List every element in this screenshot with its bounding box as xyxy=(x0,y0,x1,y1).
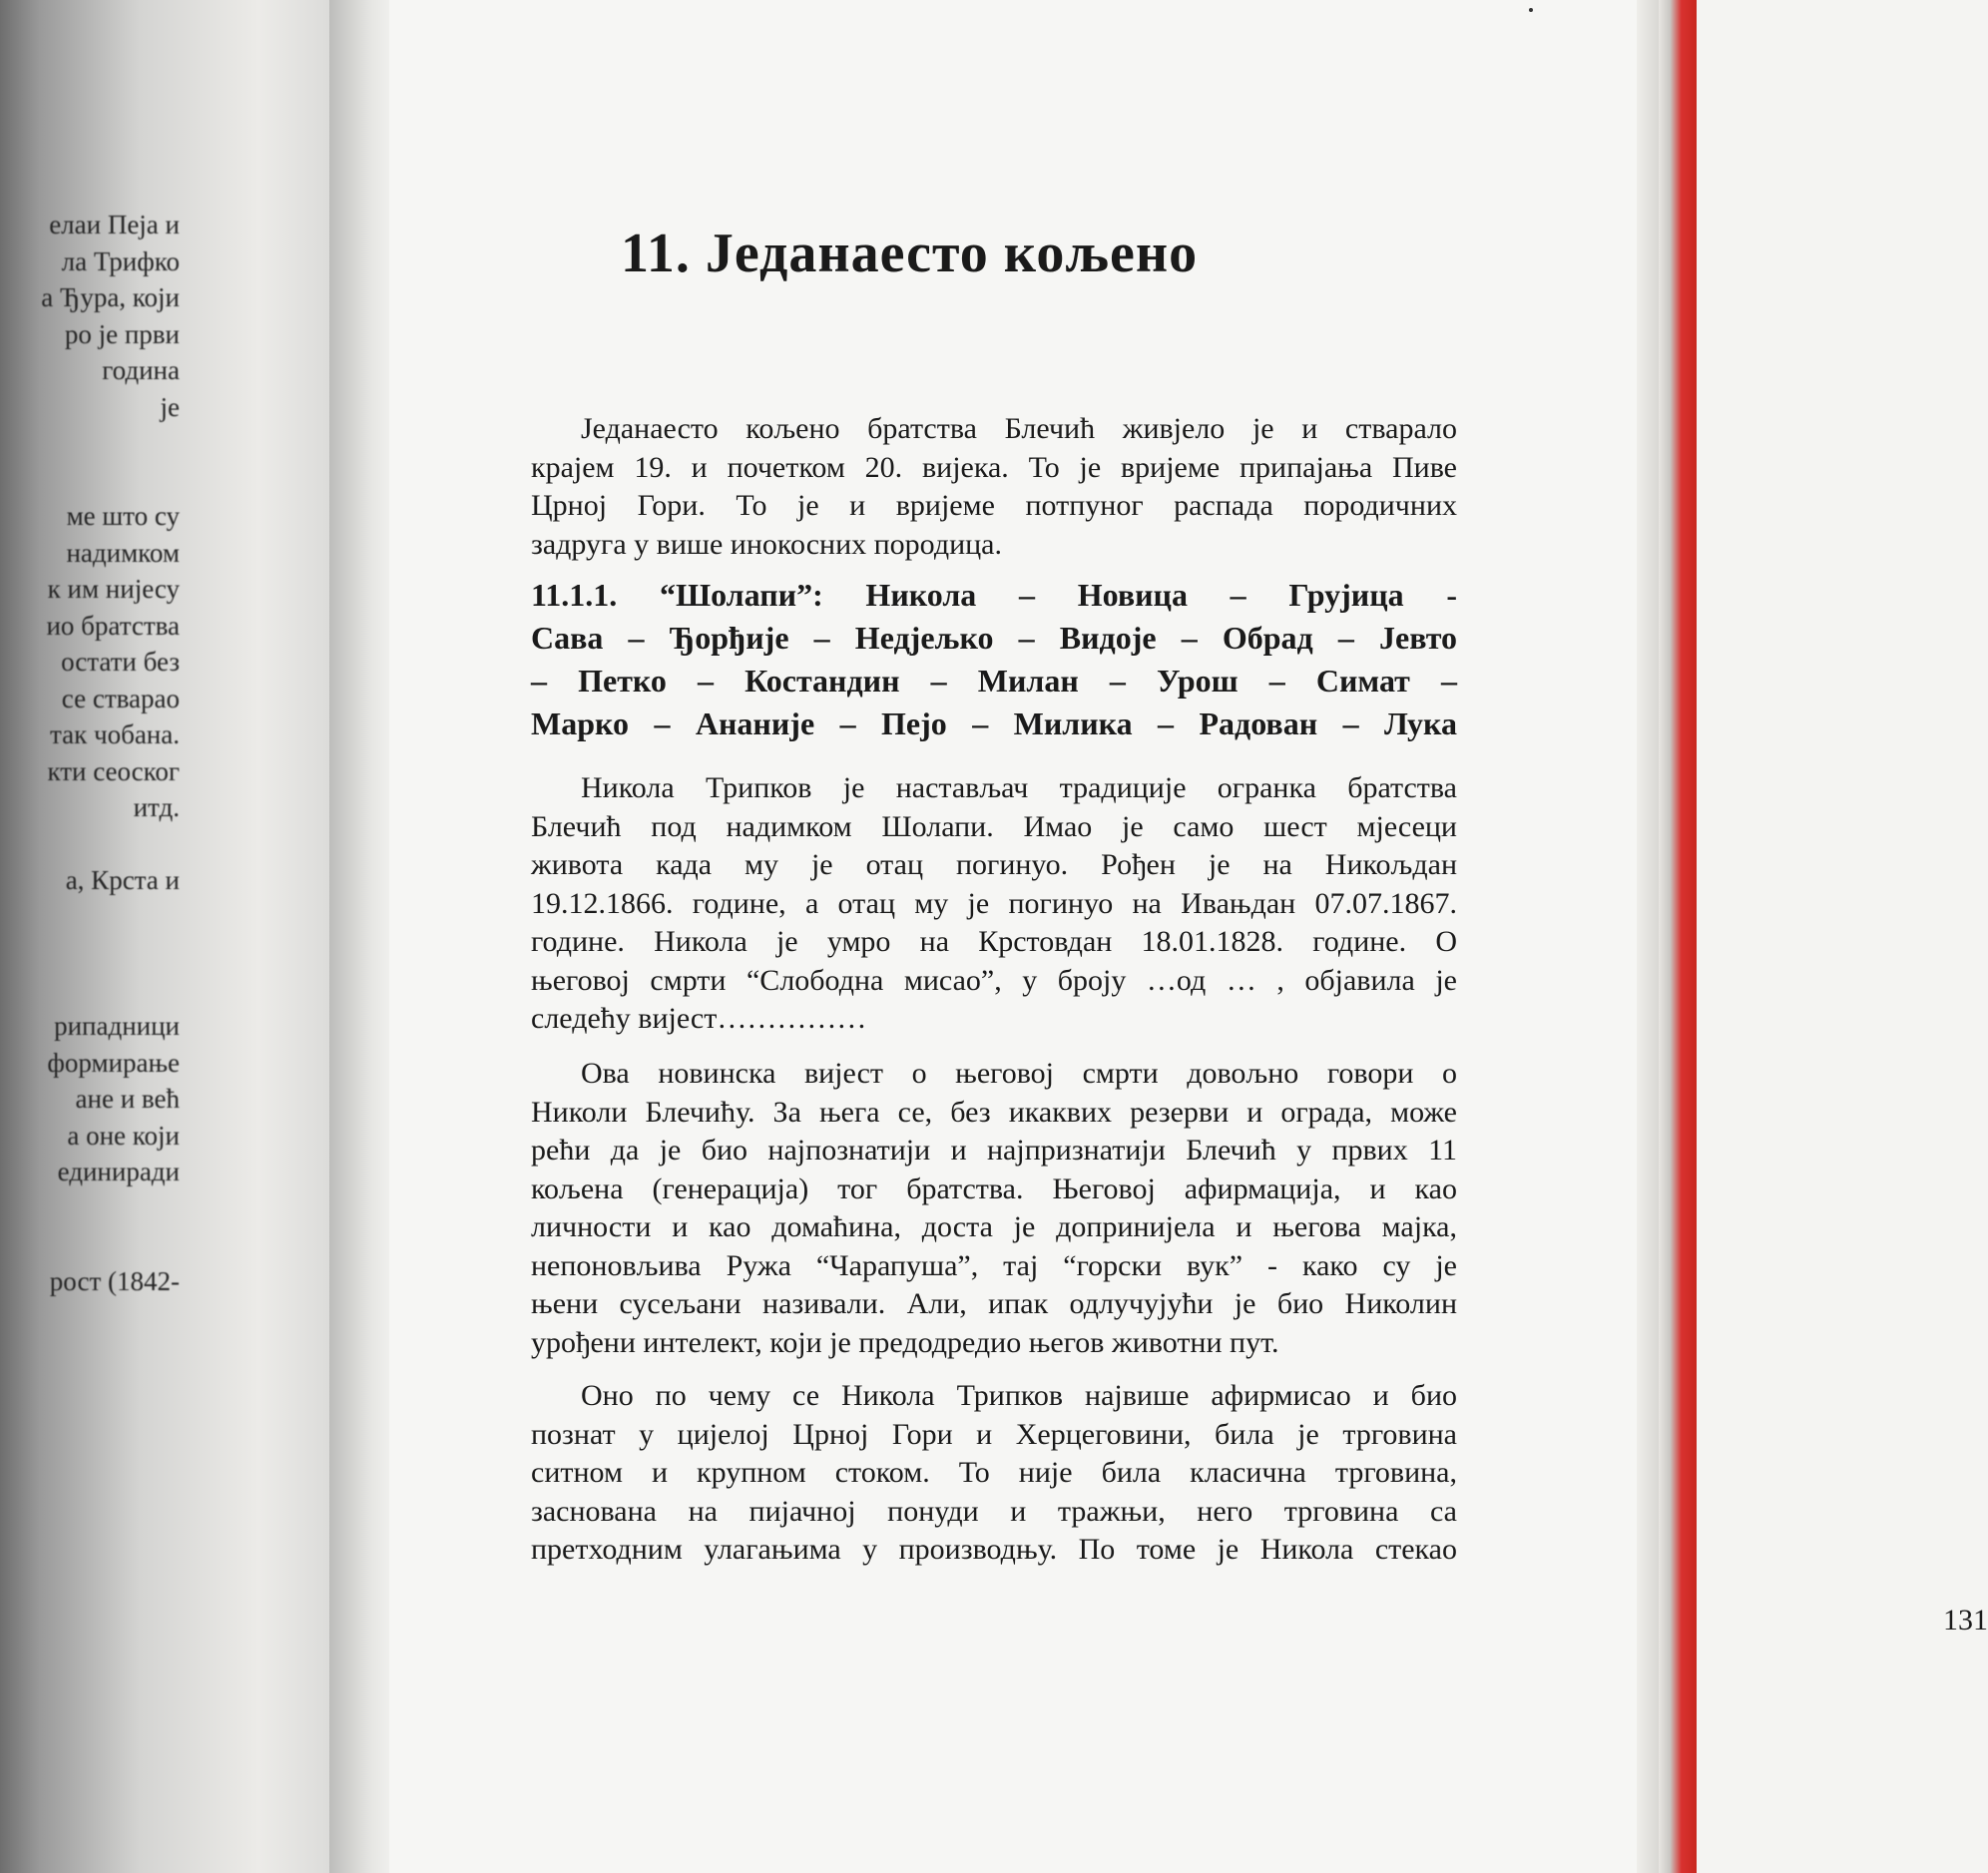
text-line: ситном и крупном стоком. То није била класична трговина, xyxy=(531,1456,1457,1489)
previous-page-line: итд. xyxy=(133,792,180,822)
previous-page-line: ме што су xyxy=(66,501,180,531)
section-heading xyxy=(531,574,1457,745)
previous-page-line: кти сеоског xyxy=(47,755,180,786)
text-line: непоновљива Ружа “Чарапуша”, тај “горски вук” - како су је xyxy=(531,1248,1457,1282)
previous-page-line: се стварао xyxy=(61,683,180,713)
paragraph-news xyxy=(531,1055,1457,1362)
text-line: Оно по чему се Никола Трипков највише афирмисао и био xyxy=(581,1379,1457,1412)
previous-page-line: ио братства xyxy=(46,610,180,641)
previous-page-line: рипадници xyxy=(54,1011,180,1041)
text-line: Сава – Ђорђије – Недјељко – Видоје – Обрад – Јевто xyxy=(531,620,1457,656)
text-line: Једанаесто кољено братства Блечић живјело је и стварало xyxy=(581,412,1457,445)
page-edge xyxy=(1637,0,1659,1873)
previous-page-line: так чобана. xyxy=(50,719,180,749)
speck xyxy=(1529,8,1533,12)
previous-page-line: формирање xyxy=(47,1047,180,1078)
paragraph-intro xyxy=(531,410,1457,564)
text-line: заснована на пијачној понуди и тражњи, него трговина са xyxy=(531,1494,1457,1528)
text-line: 19.12.1866. године, а отац му је погинуо на Ивањдан 07.07.1867. xyxy=(531,886,1457,920)
chapter-title: 11. Једанаесто кољено xyxy=(621,223,1199,284)
text-line: урођени интелект, који је предодредио његов животни пут. xyxy=(531,1325,1279,1359)
text-line: 11.1.1. “Шолапи”: Никола – Новица – Грујица - xyxy=(531,577,1457,613)
text-line: Марко – Ананије – Пејо – Милика – Радован – Лука xyxy=(531,705,1457,741)
text-line: Црној Гори. То је и вријеме потпуног распада породичних xyxy=(531,489,1457,522)
book-cover-edge xyxy=(1659,0,1697,1873)
text-line: њени сусељани називали. Али, ипак одлучујући је био Николин xyxy=(531,1287,1457,1320)
text-line: Блечић под надимком Шолапи. Имао је само шест мјесеци xyxy=(531,809,1457,843)
previous-page-line: ро је први xyxy=(64,318,180,349)
text-line: живота када му је отац погинуо. Рођен је на Никољдан xyxy=(531,848,1457,881)
text-line: кољена (генерација) тог братства. Његовој афирмација, и као xyxy=(531,1171,1457,1205)
text-line: крајем 19. и почетком 20. вијека. То је вријеме припајања Пиве xyxy=(531,450,1457,484)
text-line: задруга у више инокосних породица. xyxy=(531,527,1003,561)
previous-page-line: к им нијесу xyxy=(47,574,180,604)
text-line: његовој смрти “Слободна мисао”, у броју …од … , објавила је xyxy=(531,963,1457,997)
text-line: познат у цијелој Црној Гори и Херцеговини, била је трговина xyxy=(531,1417,1457,1451)
previous-page-line: рост (1842- xyxy=(49,1265,180,1296)
paragraph-nikola xyxy=(531,769,1457,1039)
text-line: – Петко – Костандин – Милан – Урош – Симат – xyxy=(531,663,1457,699)
text-line: Николи Блечићу. За њега се, без икаквих резерви и ограда, може xyxy=(531,1095,1457,1129)
text-line: личности и као домаћина, доста је допринијела и његова мајка, xyxy=(531,1210,1457,1243)
text-line: претходним улагањима у производњу. По томе је Никола стекао xyxy=(531,1533,1457,1566)
previous-page-line: а Ђура, који xyxy=(41,282,180,312)
previous-page-line: единиради xyxy=(57,1157,180,1186)
text-line: Никола Трипков је настављач традиције огранка братства xyxy=(581,771,1457,804)
previous-page-line: година xyxy=(102,355,180,385)
previous-page-line: је xyxy=(160,391,180,422)
previous-page-line: ане и већ xyxy=(75,1084,180,1114)
previous-page xyxy=(0,0,359,1873)
previous-page-line: а оне који xyxy=(67,1120,180,1151)
text-line: године. Никола је умро на Крстовдан 18.01.1828. године. О xyxy=(531,925,1457,958)
previous-page-line: елаи Пеја и xyxy=(49,210,180,239)
text-line: Ова новинска вијест о његовој смрти довољно говори о xyxy=(581,1057,1457,1090)
paragraph-trade xyxy=(531,1377,1457,1570)
text-line: следећу вијест…………… xyxy=(531,1002,867,1035)
text-line: рећи да је био најпознатији и најпризнатији Блечић у првих 11 xyxy=(531,1134,1457,1167)
previous-page-text xyxy=(0,210,180,1607)
previous-page-line: остати без xyxy=(61,647,180,677)
previous-page-line: а, Крста и xyxy=(65,865,180,895)
previous-page-line: ла Трифко xyxy=(61,245,180,276)
page-number: 131 xyxy=(1943,1604,1988,1637)
previous-page-line: надимком xyxy=(66,537,180,568)
